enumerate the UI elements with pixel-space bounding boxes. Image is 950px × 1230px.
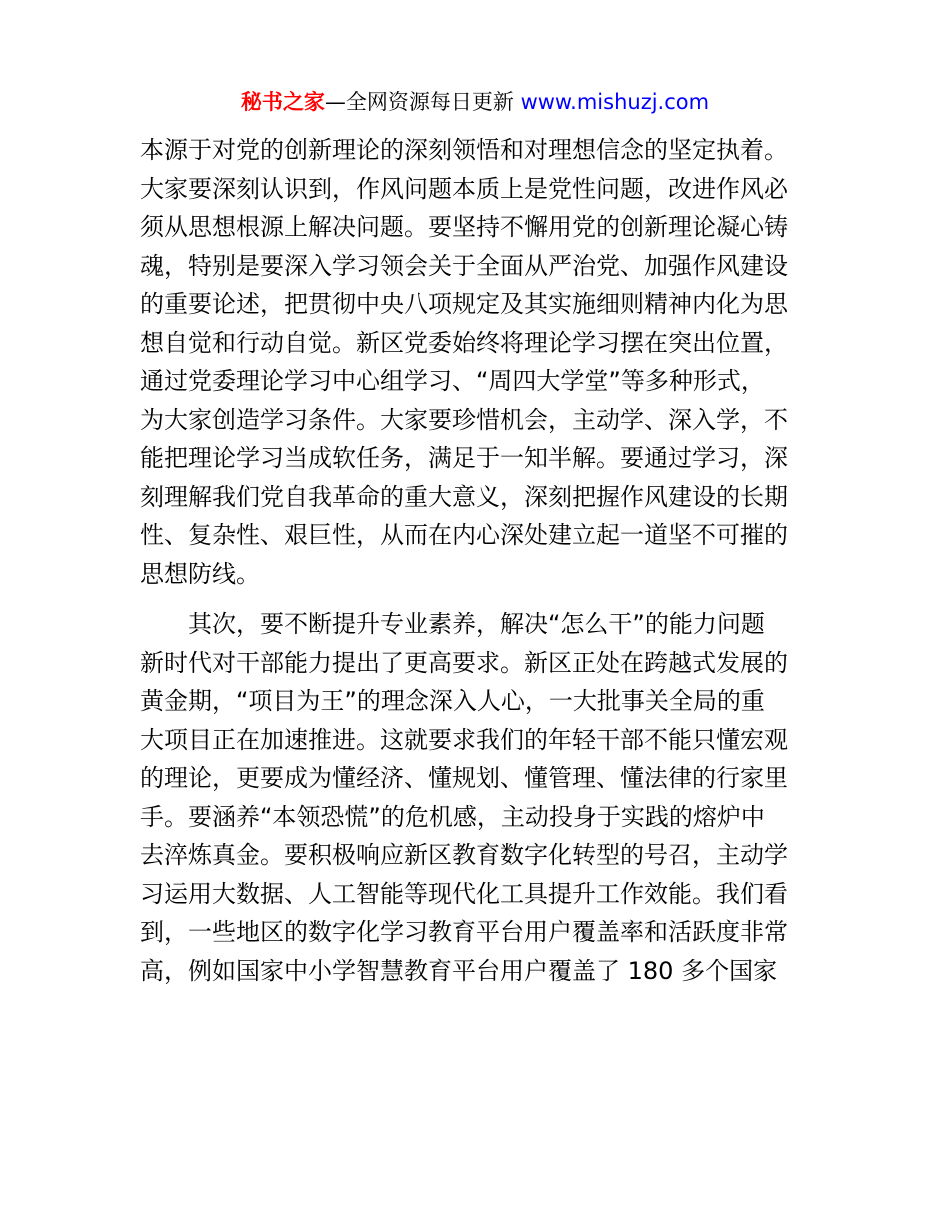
text-line: 新时代对干部能力提出了更高要求。新区正处在跨越式发展的 (140, 648, 788, 677)
text-line: 想自觉和行动自觉。新区党委始终将理论学习摆在突出位置， (140, 328, 788, 357)
text-line: 手。要涵养“本领恐慌”的危机感，主动投身于实践的熔炉中 (140, 802, 765, 831)
paragraph (140, 605, 820, 990)
text-line: 习运用大数据、人工智能等现代化工具提升工作效能。我们看 (140, 879, 788, 908)
paragraph (140, 131, 820, 593)
document-body (140, 131, 820, 990)
text-line: 魂，特别是要深入学习领会关于全面从严治党、加强作风建设 (140, 251, 788, 280)
text-line: 的理论，更要成为懂经济、懂规划、懂管理、懂法律的行家里 (140, 764, 788, 792)
document-header (0, 86, 950, 118)
text-line: 能把理论学习当成软任务，满足于一知半解。要通过学习，深 (140, 444, 788, 472)
text-line: 去淬炼真金。要积极响应新区教育数字化转型的号召，主动学 (140, 841, 788, 869)
text-line: 刻理解我们党自我革命的重大意义，深刻把握作风建设的长期 (140, 482, 788, 511)
site-brand: 秘书之家 (240, 90, 325, 114)
text-line: 性、复杂性、艰巨性，从而在内心深处建立起一道坚不可摧的 (140, 521, 788, 549)
text-line: 为大家创造学习条件。大家要珍惜机会，主动学、深入学，不 (140, 405, 788, 434)
text-line: 的重要论述，把贯彻中央八项规定及其实施细则精神内化为思 (140, 290, 788, 318)
text-line: 须从思想根源上解决问题。要坚持不懈用党的创新理论凝心铸 (140, 213, 788, 241)
site-tagline: —全网资源每日更新 (324, 90, 521, 114)
text-line: 通过党委理论学习中心组学习、“周四大学堂”等多种形式， (140, 367, 765, 395)
text-line: 大项目正在加速推进。这就要求我们的年轻干部不能只懂宏观 (140, 725, 788, 754)
site-url-link[interactable]: www.mishuzj.com (520, 90, 710, 114)
text-line: 大家要深刻认识到，作风问题本质上是党性问题，改进作风必 (140, 174, 788, 203)
text-line: 本源于对党的创新理论的深刻领悟和对理想信念的坚定执着。 (140, 136, 788, 164)
text-line: 黄金期，“项目为王”的理念深入人心，一大批事关全局的重 (140, 687, 765, 715)
text-line: 思想防线。 (140, 559, 260, 588)
text-line: 其次，要不断提升专业素养，解决“怎么干”的能力问题 (188, 610, 765, 638)
text-line: 到，一些地区的数字化学习教育平台用户覆盖率和活跃度非常 (140, 918, 788, 946)
text-line: 高，例如国家中小学智慧教育平台用户覆盖了 180 多个国家 (140, 956, 778, 985)
